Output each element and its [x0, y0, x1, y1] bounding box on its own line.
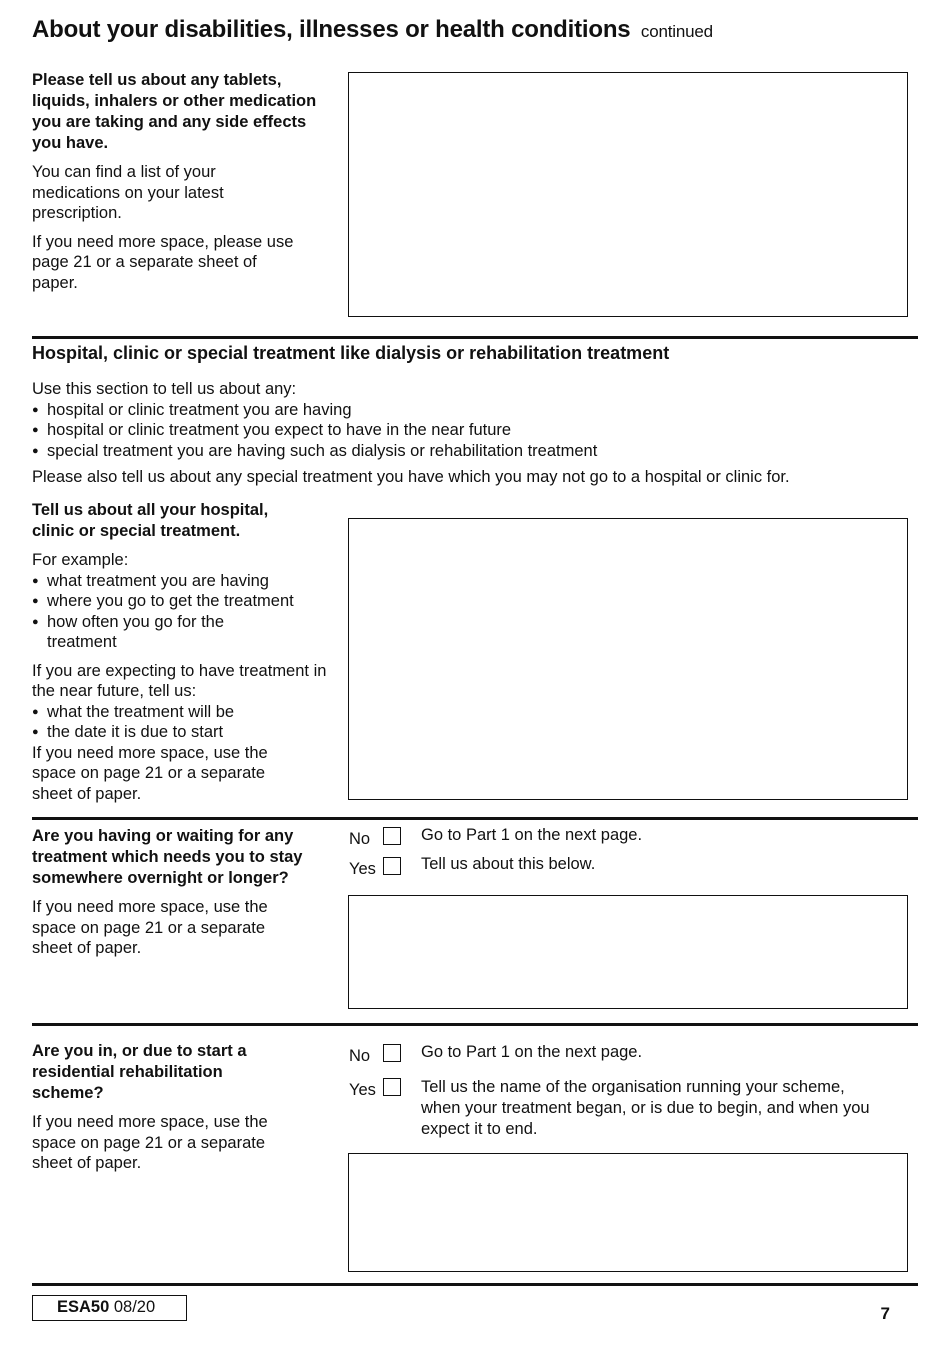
- form-code-box: [32, 1295, 187, 1321]
- overnight-no-checkbox[interactable]: [383, 827, 401, 845]
- treatment-answer-box[interactable]: [348, 518, 908, 800]
- overnight-more-space: If you need more space, use the space on page 21 or a separate sheet of paper.: [32, 898, 268, 957]
- section-divider: [32, 817, 918, 820]
- treatment-question-block: [32, 500, 332, 804]
- overnight-no-label: No: [349, 830, 371, 848]
- medication-answer-box[interactable]: [348, 72, 908, 317]
- list-item: ● hospital or clinic treatment you expect to have in the near future: [32, 420, 912, 441]
- treatment-future-items: [32, 702, 332, 743]
- page-title-text: About your disabilities, illnesses or health conditions: [32, 16, 631, 43]
- treatment-examples: [32, 571, 332, 653]
- rehab-question: Are you in, or due to start a residential rehabilitation scheme?: [32, 1042, 247, 1102]
- rehab-more-space: If you need more space, use the space on page 21 or a separate sheet of paper.: [32, 1113, 268, 1172]
- treatment-future-intro: If you are expecting to have treatment in the near future, tell us:: [32, 661, 327, 700]
- list-item: ● how often you go for the treatment: [32, 612, 262, 653]
- overnight-question-block: [32, 826, 332, 959]
- overnight-question: Are you having or waiting for any treatment which needs you to stay somewhere overnight or longer?: [32, 827, 303, 887]
- overnight-no-text: Go to Part 1 on the next page.: [421, 826, 643, 844]
- footer-divider: [32, 1283, 918, 1286]
- medication-hint-prescription: You can find a list of your medications on your latest prescription.: [32, 163, 224, 222]
- rehab-question-block: [32, 1041, 332, 1174]
- treatment-example-intro: For example:: [32, 551, 129, 569]
- rehab-no-checkbox[interactable]: [383, 1044, 401, 1062]
- page-title: [32, 16, 713, 44]
- medication-question-block: [32, 70, 324, 293]
- medication-question: Please tell us about any tablets, liquids, inhalers or other medication you are taking and any side effects you have.: [32, 71, 317, 152]
- form-date: 08/20: [113, 1298, 156, 1316]
- overnight-yes-checkbox[interactable]: [383, 857, 401, 875]
- hospital-section-intro: Use this section to tell us about any:: [32, 380, 297, 398]
- list-item: ● where you go to get the treatment: [32, 591, 332, 612]
- list-item: ● what the treatment will be: [32, 702, 332, 723]
- list-item: ● special treatment you are having such as dialysis or rehabilitation treatment: [32, 441, 912, 462]
- list-item: ● hospital or clinic treatment you are having: [32, 400, 912, 421]
- medication-hint-more-space: If you need more space, please use page 21 or a separate sheet of paper.: [32, 232, 294, 292]
- list-item: ● the date it is due to start: [32, 722, 332, 743]
- rehab-yes-checkbox[interactable]: [383, 1078, 401, 1096]
- hospital-section-heading: Hospital, clinic or special treatment like dialysis or rehabilitation treatment: [32, 343, 670, 363]
- page-number: 7: [880, 1304, 890, 1323]
- section-divider: [32, 1023, 918, 1026]
- overnight-yes-text: Tell us about this below.: [421, 855, 596, 873]
- rehab-no-text: Go to Part 1 on the next page.: [421, 1043, 643, 1061]
- section-divider: [32, 336, 918, 339]
- hospital-section-intro-block: [32, 379, 912, 488]
- treatment-question: Tell us about all your hospital, clinic or special treatment.: [32, 501, 269, 540]
- hospital-section-bullets: [32, 400, 912, 462]
- rehab-answer-box[interactable]: [348, 1153, 908, 1272]
- treatment-more-space: If you need more space, use the space on page 21 or a separate sheet of paper.: [32, 743, 268, 803]
- continued-label: continued: [640, 22, 713, 41]
- rehab-yes-text: Tell us the name of the organisation running your scheme, when your treatment began, or is due to begin, and when you expect it to end.: [421, 1078, 870, 1138]
- overnight-yes-label: Yes: [349, 860, 376, 878]
- rehab-no-label: No: [349, 1047, 371, 1065]
- overnight-answer-box[interactable]: [348, 895, 908, 1009]
- rehab-yes-label: Yes: [349, 1081, 376, 1099]
- list-item: ● what treatment you are having: [32, 571, 332, 592]
- form-code: ESA50: [57, 1298, 110, 1316]
- hospital-section-note: Please also tell us about any special treatment you have which you may not go to a hospital or clinic for.: [32, 468, 790, 486]
